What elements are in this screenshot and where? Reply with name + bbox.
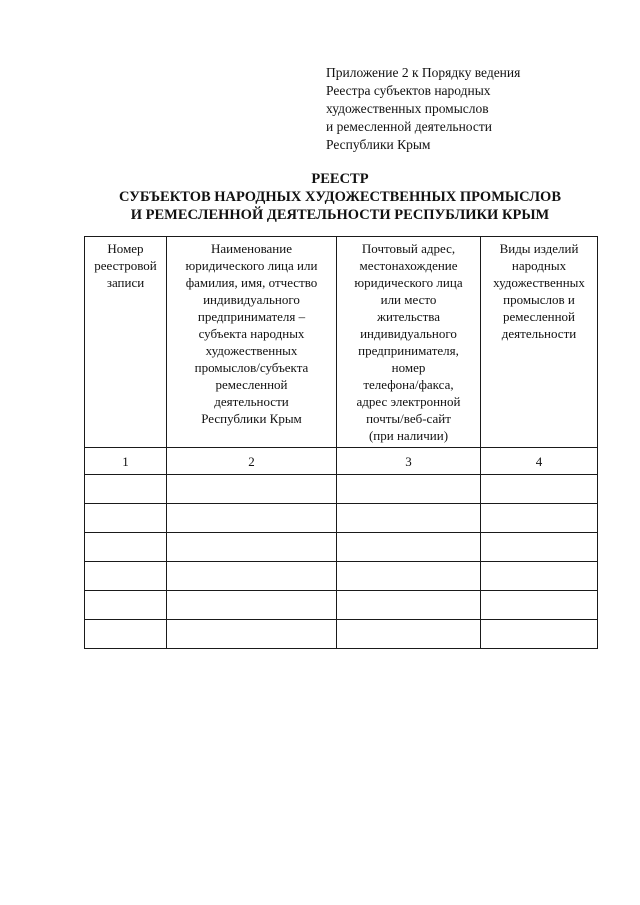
- empty-cell: [85, 620, 167, 649]
- empty-cell: [337, 562, 481, 591]
- header-record-number: Номер реестровой записи: [85, 237, 167, 448]
- column-number-cell: 3: [337, 448, 481, 475]
- empty-cell: [481, 475, 598, 504]
- empty-cell: [85, 533, 167, 562]
- column-number-cell: 2: [167, 448, 337, 475]
- empty-cell: [337, 591, 481, 620]
- empty-cell: [481, 620, 598, 649]
- document-title: [80, 170, 600, 224]
- empty-cell: [481, 504, 598, 533]
- header-address: Почтовый адрес, местонахождение юридического лица или место жительства индивидуального предпринимателя, номер телефона/факса, адрес электронной почты/веб-сайт (при наличии): [337, 237, 481, 448]
- empty-cell: [85, 504, 167, 533]
- empty-cell: [167, 591, 337, 620]
- appendix-line: Приложение 2 к Порядку ведения: [326, 65, 521, 80]
- empty-cell: [337, 533, 481, 562]
- appendix-line: Реестра субъектов народных: [326, 83, 491, 98]
- empty-cell: [481, 591, 598, 620]
- empty-row: [85, 533, 598, 562]
- title-line-3: И РЕМЕСЛЕННОЙ ДЕЯТЕЛЬНОСТИ РЕСПУБЛИКИ КРЫМ: [130, 207, 550, 223]
- empty-cell: [167, 504, 337, 533]
- empty-cell: [337, 504, 481, 533]
- header-entity-name: Наименование юридического лица или фамилия, имя, отчество индивидуального предпринимателя – субъекта народных художественных промыслов/субъекта ремесленной деятельности Республики Крым: [167, 237, 337, 448]
- empty-row: [85, 504, 598, 533]
- appendix-line: и ремесленной деятельности: [326, 119, 493, 134]
- empty-row: [85, 591, 598, 620]
- empty-row: [85, 620, 598, 649]
- empty-cell: [167, 475, 337, 504]
- empty-cell: [85, 475, 167, 504]
- header-row: [85, 237, 598, 448]
- empty-cell: [337, 620, 481, 649]
- column-number-cell: 1: [85, 448, 167, 475]
- empty-cell: [337, 475, 481, 504]
- registry-table: [84, 236, 598, 649]
- title-line-2: СУБЪЕКТОВ НАРОДНЫХ ХУДОЖЕСТВЕННЫХ ПРОМЫСЛОВ: [118, 189, 561, 205]
- empty-cell: [481, 533, 598, 562]
- empty-cell: [167, 533, 337, 562]
- title-line-1: РЕЕСТР: [311, 171, 369, 187]
- empty-cell: [167, 562, 337, 591]
- empty-cell: [167, 620, 337, 649]
- header-product-types: Виды изделий народных художественных промыслов и ремесленной деятельности: [481, 237, 598, 448]
- column-number-row: [85, 448, 598, 475]
- empty-row: [85, 562, 598, 591]
- appendix-line: Республики Крым: [326, 137, 431, 152]
- empty-cell: [85, 562, 167, 591]
- column-number-cell: 4: [481, 448, 598, 475]
- appendix-note: [326, 64, 626, 154]
- appendix-line: художественных промыслов: [326, 101, 489, 116]
- empty-row: [85, 475, 598, 504]
- empty-cell: [481, 562, 598, 591]
- empty-cell: [85, 591, 167, 620]
